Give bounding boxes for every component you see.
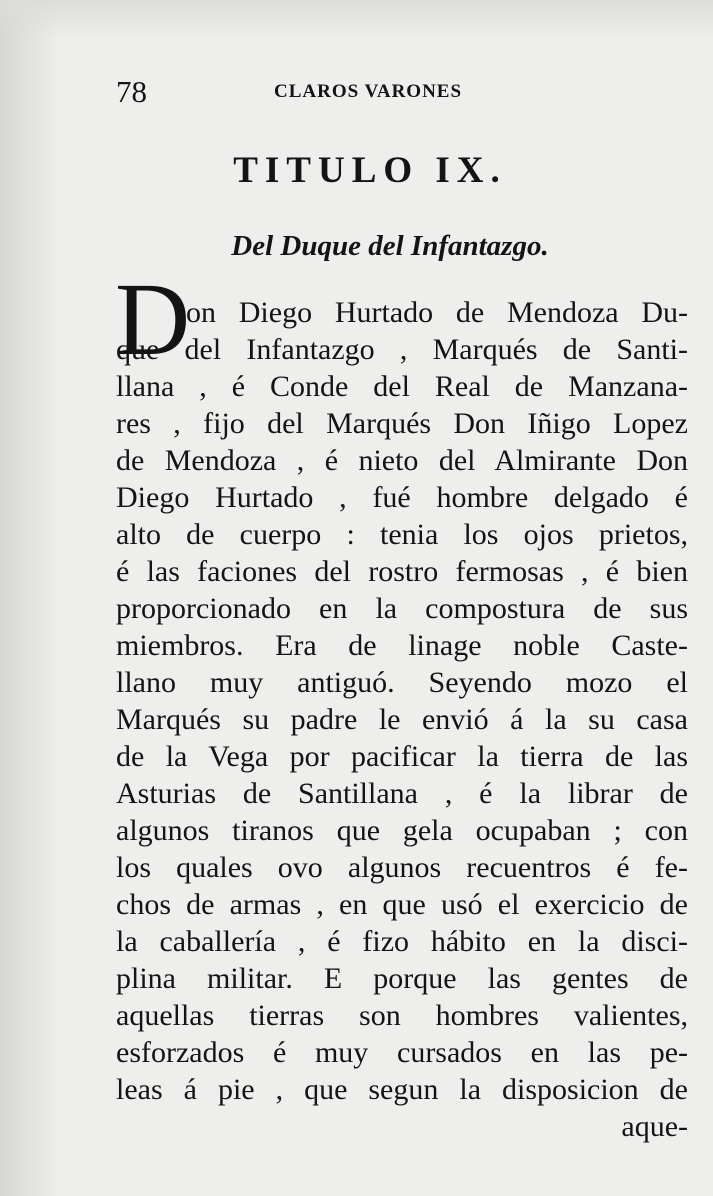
page-top-shadow <box>0 0 713 40</box>
text-line: de Mendoza , é nieto del Almirante Don <box>116 444 688 477</box>
text-line: é las faciones del rostro fermosas , é bien <box>116 555 688 588</box>
text-line: de la Vega por pacificar la tierra de las <box>116 740 688 773</box>
page-gutter-shadow <box>0 0 60 1196</box>
drop-cap: D <box>115 262 191 377</box>
text-line: chos de armas , en que usó el exercicio de <box>116 888 688 921</box>
text-line: que del Infantazgo , Marqués de Santi- <box>116 333 688 366</box>
catchword: aque- <box>621 1110 688 1143</box>
text-line: llano muy antiguó. Seyendo mozo el <box>116 666 688 699</box>
chapter-title: TITULO IX. <box>233 150 507 191</box>
text-line: Asturias de Santillana , é la librar de <box>116 777 688 810</box>
text-line: algunos tiranos que gela ocupaban ; con <box>116 814 688 847</box>
text-line: los quales ovo algunos recuentros é fe- <box>116 851 688 884</box>
text-line: llana , é Conde del Real de Manzana- <box>116 370 688 403</box>
body-text <box>116 294 688 1145</box>
text-line: proporcionado en la compostura de sus <box>116 592 688 625</box>
text-line: plina militar. E porque las gentes de <box>116 962 688 995</box>
text-line: alto de cuerpo : tenia los ojos prietos, <box>116 518 688 551</box>
text-line: Marqués su padre le envió á la su casa <box>116 703 688 736</box>
text-line: miembros. Era de linage noble Caste- <box>116 629 688 662</box>
text-line: aquellas tierras son hombres valientes, <box>116 999 688 1032</box>
text-line: Diego Hurtado , fué hombre delgado é <box>116 481 688 514</box>
text-line: res , fijo del Marqués Don Iñigo Lopez <box>116 407 688 440</box>
text-line: la caballería , é fizo hábito en la disci- <box>116 925 688 958</box>
text-line: esforzados é muy cursados en las pe- <box>116 1036 688 1069</box>
page-header <box>116 72 526 112</box>
chapter-subtitle: Del Duque del Infantazgo. <box>231 230 549 262</box>
page-number: 78 <box>116 74 147 109</box>
text-line: on Diego Hurtado de Mendoza Du- <box>186 296 688 329</box>
running-head: CLAROS VARONES <box>274 81 463 102</box>
text-line: leas á pie , que segun la disposicion de <box>116 1073 688 1106</box>
